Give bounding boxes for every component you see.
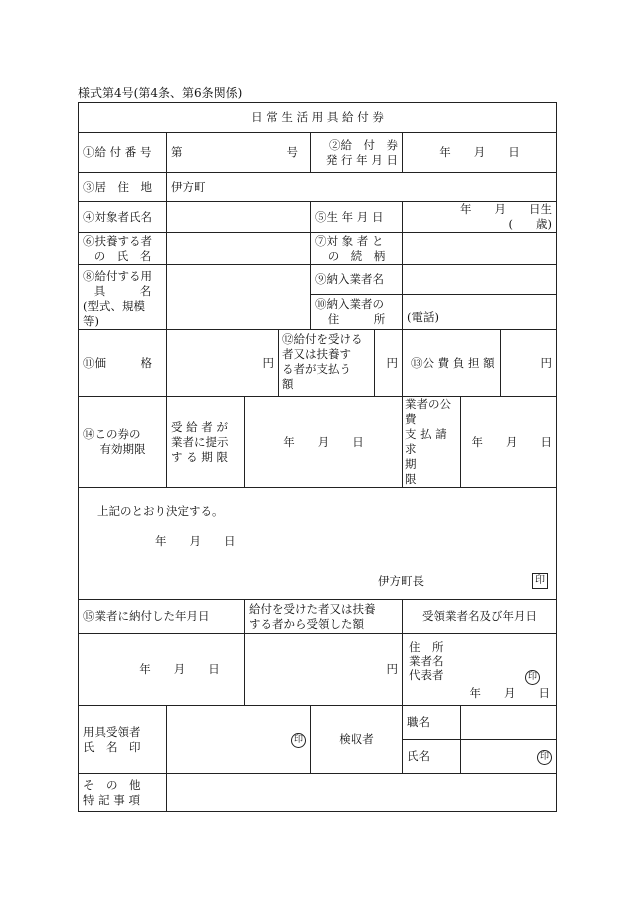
field-vendor-receipt[interactable] bbox=[403, 634, 557, 706]
label-inspector-title: 職名 bbox=[403, 706, 461, 740]
label-issue-date-line2: 発 行 年 月 日 bbox=[325, 152, 398, 167]
field-recipient[interactable] bbox=[167, 706, 311, 774]
decision-block bbox=[79, 488, 557, 600]
vendor-receipt-date: 年 月 日 bbox=[469, 686, 550, 700]
label-recipient-line2: 氏 名 印 bbox=[83, 739, 141, 754]
voucher-form bbox=[78, 102, 556, 812]
label-presentation-line3: す る 期 限 bbox=[171, 449, 228, 464]
label-residence: ③居 住 地 bbox=[79, 173, 167, 202]
label-self-payment bbox=[279, 330, 375, 396]
label-public-burden: ⑬公 費 負 担 額 bbox=[403, 330, 501, 397]
benefit-number-prefix: 第 bbox=[171, 145, 183, 159]
field-delivery-date[interactable]: 年 月 日 bbox=[79, 634, 245, 706]
decision-text: 上記のとおり決定する。 bbox=[97, 504, 224, 518]
label-inspector-name: 氏名 bbox=[403, 740, 461, 774]
field-presentation-deadline[interactable]: 年 月 日 bbox=[245, 397, 403, 488]
label-claim-line2: 支 払 請 求 bbox=[405, 427, 447, 456]
label-validity-line1: ⑭この券の bbox=[83, 427, 141, 441]
field-issue-date[interactable]: 年 月 日 bbox=[403, 133, 557, 173]
label-vendor-name: ⑨納入業者名 bbox=[311, 265, 403, 295]
field-benefit-number[interactable] bbox=[167, 133, 311, 173]
field-received-amount[interactable]: 円 bbox=[245, 634, 403, 706]
label-equipment-name bbox=[79, 265, 167, 330]
field-residence[interactable]: 伊方町 bbox=[167, 173, 557, 202]
label-birth-date: ⑤生 年 月 日 bbox=[311, 202, 403, 233]
label-relationship bbox=[311, 233, 403, 265]
label-equipment-line4: 等) bbox=[83, 314, 99, 328]
field-inspector-name[interactable] bbox=[461, 740, 557, 774]
vendor-phone-label: (電話) bbox=[407, 310, 439, 324]
label-subject-name: ④対象者氏名 bbox=[79, 202, 167, 233]
label-vendor-address-line2: 住 所 bbox=[327, 312, 386, 327]
field-equipment-name[interactable] bbox=[167, 265, 311, 330]
mayor-title: 伊方町長 bbox=[378, 573, 424, 588]
field-birth-date[interactable] bbox=[403, 202, 557, 233]
form-caption: 様式第4号(第4条、第6条関係) bbox=[78, 86, 243, 100]
label-relationship-line1: ⑦対 象 者 と bbox=[315, 233, 384, 248]
label-inspector: 検収者 bbox=[311, 706, 403, 774]
label-vendor-address-line1: ⑩納入業者の bbox=[315, 297, 384, 312]
field-claim-deadline[interactable]: 年 月 日 bbox=[461, 397, 557, 488]
header-delivery-date: ⑮業者に納付した年月日 bbox=[79, 600, 245, 634]
label-presentation-deadline bbox=[167, 397, 245, 488]
field-vendor-address[interactable] bbox=[403, 295, 557, 330]
label-claim-line3: 期 限 bbox=[405, 457, 451, 486]
field-price[interactable]: 円 bbox=[167, 330, 279, 397]
mayor-signature bbox=[378, 573, 548, 589]
field-relationship[interactable] bbox=[403, 233, 557, 265]
label-self-payment-line3: る者が支払う bbox=[282, 362, 351, 376]
field-vendor-name[interactable] bbox=[403, 265, 557, 295]
label-presentation-line1: 受 給 者 が bbox=[171, 419, 228, 434]
label-claim-deadline bbox=[403, 397, 461, 488]
field-self-payment[interactable] bbox=[279, 330, 403, 397]
self-payment-yen: 円 bbox=[386, 355, 398, 370]
label-issue-date-line1: ②給 付 券 bbox=[329, 137, 398, 152]
recipient-seal-icon: 印 bbox=[291, 733, 306, 748]
label-price: ⑪価 格 bbox=[79, 330, 167, 397]
label-relationship-line2: の 続 柄 bbox=[327, 248, 386, 263]
header-vendor-receipt: 受領業者名及び年月日 bbox=[403, 600, 557, 634]
label-notes-line2: 特 記 事 項 bbox=[83, 792, 140, 807]
label-supporter-name bbox=[79, 233, 167, 265]
label-notes-line1: そ の 他 bbox=[83, 777, 141, 792]
decision-date[interactable]: 年 月 日 bbox=[155, 534, 236, 548]
label-supporter-name-line1: ⑥扶養する者 bbox=[83, 233, 152, 248]
label-validity bbox=[79, 397, 167, 488]
label-vendor-address bbox=[311, 295, 403, 330]
label-presentation-line2: 業者に提示 bbox=[171, 434, 229, 449]
label-claim-line1: 業者の公費 bbox=[405, 397, 451, 426]
field-supporter-name[interactable] bbox=[167, 233, 311, 265]
age-value: ( 歳) bbox=[508, 217, 552, 231]
label-equipment-line3: (型式、規模 bbox=[83, 299, 145, 313]
field-subject-name[interactable] bbox=[167, 202, 311, 233]
benefit-number-suffix: 号 bbox=[286, 145, 298, 159]
label-notes bbox=[79, 774, 167, 812]
label-recipient bbox=[79, 706, 167, 774]
voucher-table bbox=[78, 102, 557, 812]
label-equipment-line1: ⑧給付する用 bbox=[83, 269, 152, 283]
label-self-payment-line1: ⑫給付を受ける bbox=[282, 332, 363, 346]
label-issue-date bbox=[311, 133, 403, 173]
label-validity-line2: 有効期限 bbox=[99, 442, 146, 456]
header-received-line2: する者から受領した額 bbox=[249, 616, 364, 631]
label-self-payment-line2: 者又は扶養す bbox=[282, 347, 351, 361]
vendor-rep-label: 代表者 bbox=[409, 668, 444, 682]
mayor-seal-icon: 印 bbox=[532, 573, 548, 589]
header-received-amount bbox=[245, 600, 403, 634]
label-supporter-name-line2: の 氏 名 bbox=[93, 248, 152, 263]
field-notes[interactable] bbox=[167, 774, 557, 812]
vendor-seal-icon: 印 bbox=[525, 670, 540, 685]
label-self-payment-line4: 額 bbox=[282, 377, 294, 391]
birth-date-value: 年 月 日生 bbox=[460, 202, 552, 216]
vendor-address-label: 住 所 bbox=[409, 640, 444, 654]
vendor-company-label: 業者名 bbox=[409, 654, 444, 668]
label-benefit-number: ①給 付 番 号 bbox=[79, 133, 167, 173]
voucher-title: 日 常 生 活 用 具 給 付 券 bbox=[79, 103, 557, 133]
label-recipient-line1: 用具受領者 bbox=[83, 724, 141, 739]
field-inspector-title[interactable] bbox=[461, 706, 557, 740]
header-received-line1: 給付を受けた者又は扶養 bbox=[249, 601, 376, 616]
inspector-seal-icon: 印 bbox=[537, 750, 552, 765]
field-public-burden[interactable]: 円 bbox=[501, 330, 557, 397]
label-equipment-line2: 具 名 bbox=[93, 284, 152, 298]
